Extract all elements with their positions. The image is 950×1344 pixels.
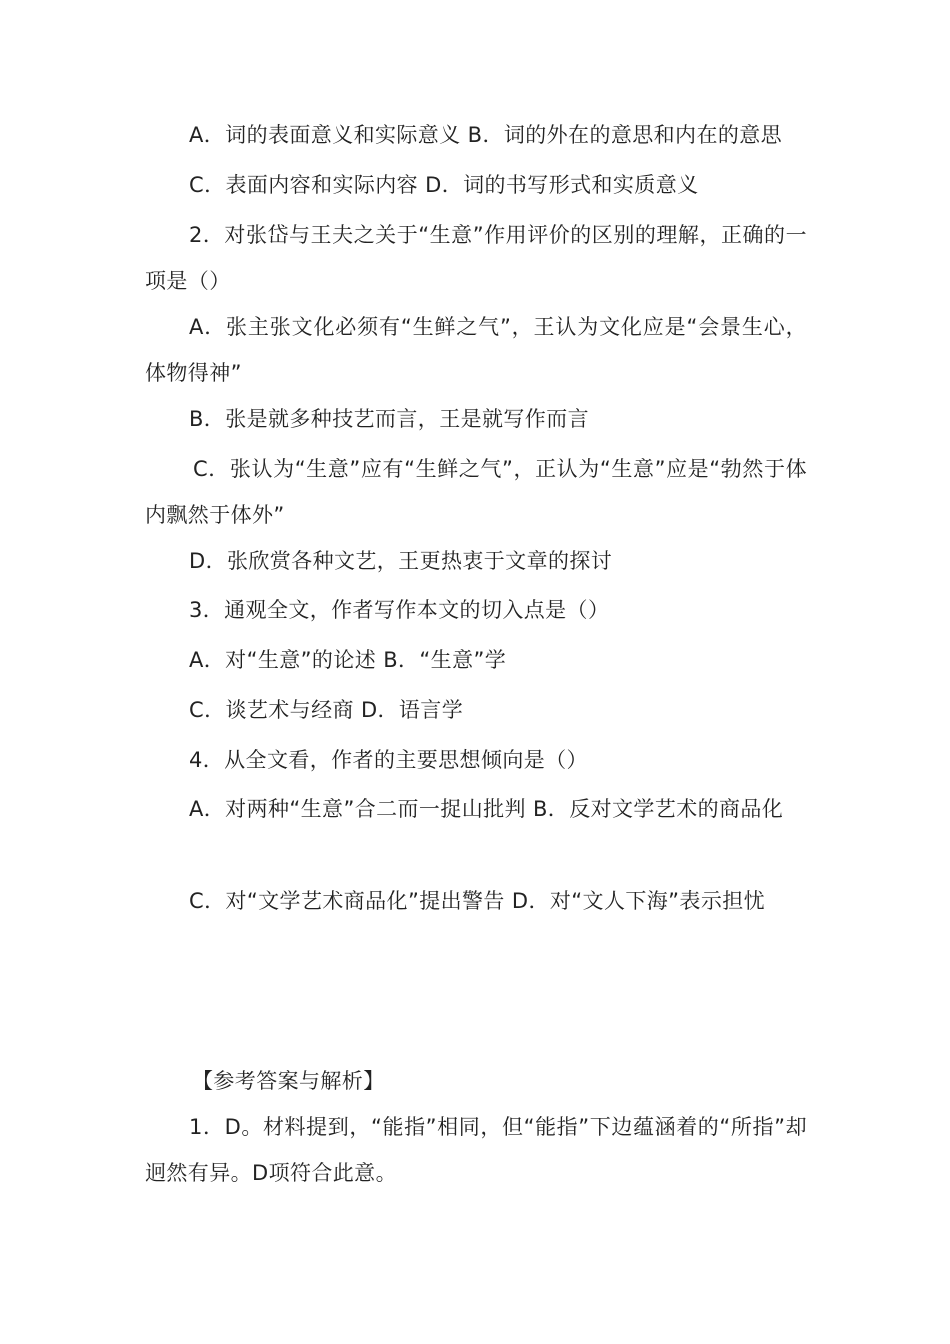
q2-option-b: B．张是就多种技艺而言，王是就写作而言 xyxy=(189,407,590,431)
q1-options-ab: A．词的表面意义和实际意义 B．词的外在的意思和内在的意思 xyxy=(189,123,783,147)
q3-options-cd: C．谈艺术与经商 D．语言学 xyxy=(189,698,464,722)
answer-item: 1．D。材料提到，“能指”相同，但“能指”下边蕴涵着的“所指”却迥然有异。D项符合此意。 xyxy=(145,1115,807,1185)
q3-options-ab: A．对“生意”的论述 B．“生意”学 xyxy=(189,648,507,672)
q2-option-c: C．张认为“生意”应有“生鲜之气”，正认为“生意”应是“勃然于体内飘然于体外” xyxy=(145,457,807,527)
q4-options-cd: C．对“文学艺术商品化”提出警告 D．对“文人下海”表示担忧 xyxy=(189,889,766,913)
q4-options-ab: A．对两种“生意”合二而一捉山批判 B．反对文学艺术的商品化 xyxy=(189,797,784,821)
q2-option-a: A．张主张文化必须有“生鲜之气”，王认为文化应是“会景生心，体物得神” xyxy=(145,315,807,385)
q3-question: 3．通观全文，作者写作本文的切入点是（） xyxy=(189,598,610,622)
q2-question: 2．对张岱与王夫之关于“生意”作用评价的区别的理解，正确的一项是（） xyxy=(145,223,807,293)
q2-option-d: D．张欣赏各种文艺，王更热衷于文章的探讨 xyxy=(189,549,613,573)
q1-options-cd: C．表面内容和实际内容 D．词的书写形式和实质意义 xyxy=(189,173,699,197)
answer-heading: 【参考答案与解析】 xyxy=(192,1069,385,1093)
q4-question: 4．从全文看，作者的主要思想倾向是（） xyxy=(189,748,588,772)
